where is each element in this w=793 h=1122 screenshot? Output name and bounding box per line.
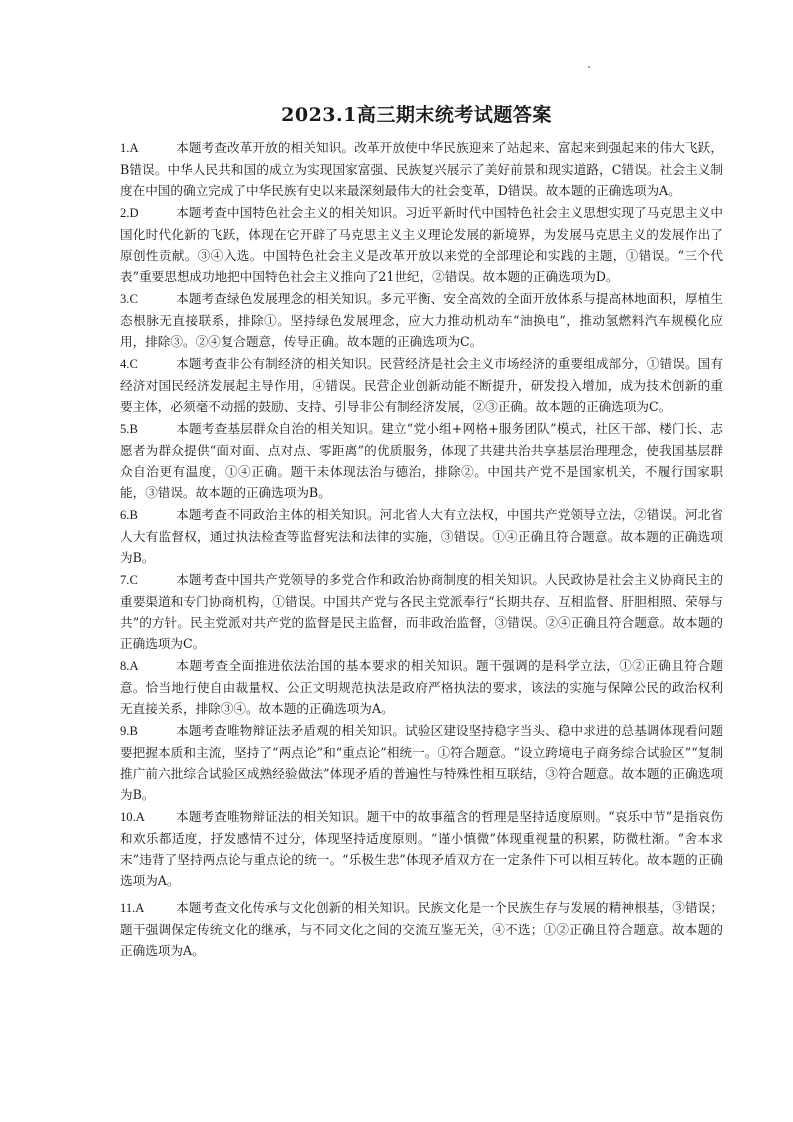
answer-text: 本题考查文化传承与文化创新的相关知识。民族文化是一个民族生存与发展的精神根基，③错误；题干强调保定传统文化的继承，与不同文化之间的交流互鉴无关，④不选；①②正确且符合题意。故本题的正确选项为A。 xyxy=(120,900,723,958)
answer-item-10 xyxy=(120,806,723,891)
answer-number: 9.B xyxy=(120,724,138,738)
answer-text: 本题考查不同政治主体的相关知识。河北省人大有立法权，中国共产党领导立法，②错误。河北省人大有监督权，通过执法检查等监督宪法和法律的实施，③错误。①④正确且符合题意。故本题的正确选项为B。 xyxy=(120,507,723,565)
answer-text: 本题考查中国共产党领导的多党合作和政治协商制度的相关知识。人民政协是社会主义协商民主的重要渠道和专门协商机构，①错误。中国共产党与各民主党派奉行“长期共存、互相监督、肝胆相照、荣辱与共”的方针。民主党派对共产党的监督是民主监督，而非政治监督，③错误。②④正确且符合题意。故本题的正确选项为C。 xyxy=(120,572,723,651)
answer-item-3 xyxy=(120,288,723,352)
stray-mark xyxy=(588,66,590,68)
answer-item-11 xyxy=(120,897,723,961)
answer-item-5 xyxy=(120,418,723,503)
page-title: 2023.1高三期末统考试题答案 xyxy=(281,104,552,126)
answer-number: 8.A xyxy=(120,659,139,673)
answer-number: 11.A xyxy=(120,901,145,915)
answer-text: 本题考查基层群众自治的相关知识。建立“党小组+网格+服务团队”模式，社区干部、楼门长、志愿者为群众提供“面对面、点对点、零距离”的优质服务，体现了共建共治共享基层治理理念，使我国基层群众自治更有温度，①④正确。题干未体现法治与德治，排除②。中国共产党不是国家机关，不履行国家职能，③错误。故本题的正确选项为B。 xyxy=(120,421,723,500)
answer-text: 本题考查中国特色社会主义的相关知识。习近平新时代中国特色社会主义思想实现了马克思主义中国化时代化新的飞跃，体现在它开辟了马克思主义主义理论发展的新境界，为发展马克思主义的发展作出了原创性贡献。③④入选。中国特色社会主义是改革开放以来党的全部理论和实践的主题，①错误。“三个代表”重要思想成功地把中国特色社会主义推向了21世纪，②错误。故本题的正确选项为D。 xyxy=(120,205,723,284)
answer-number: 2.D xyxy=(120,206,139,220)
answer-text: 本题考查唯物辩证法的相关知识。题干中的故事蕴含的哲理是坚持适度原则。“哀乐中节”是指哀伤和欢乐都适度，抒发感情不过分，体现坚持适度原则。“谨小慎微”体现重视量的积累，防微杜渐。“舍本求末”违背了坚持两点论与重点论的统一。“乐极生悲”体现矛盾双方在一定条件下可以相互转化。故本题的正确选项为A。 xyxy=(120,809,723,888)
answer-number: 10.A xyxy=(120,810,145,824)
answer-item-9 xyxy=(120,720,723,805)
answer-number: 4.C xyxy=(120,357,138,371)
answer-text: 本题考查唯物辩证法矛盾观的相关知识。试验区建设坚持稳字当头、稳中求进的总基调体现看问题要把握本质和主流，坚持了“两点论”和“重点论”相统一。①符合题意。“设立跨境电子商务综合试验区”“复制推广前六批综合试验区成熟经验做法”体现矛盾的普遍性与特殊性相互联结，③符合题意。故本题的正确选项为B。 xyxy=(120,723,723,802)
answer-item-8 xyxy=(120,655,723,719)
answer-number: 6.B xyxy=(120,508,138,522)
answer-item-2 xyxy=(120,202,723,287)
answer-text: 本题考查非公有制经济的相关知识。民营经济是社会主义市场经济的重要组成部分，①错误。国有经济对国民经济发展起主导作用，④错误。民营企业创新动能不断提升，研发投入增加，成为技术创新的重要主体，必须毫不动摇的鼓励、支持、引导非公有制经济发展，②③正确。故本题的正确选项为C。 xyxy=(120,356,723,414)
answer-text: 本题考查绿色发展理念的相关知识。多元平衡、安全高效的全面开放体系与提高林地面积，厚植生态根脉无直接联系，排除①。坚持绿色发展理念，应大力推动机动车“油换电”，推动氢燃料汽车规模化应用，排除③。②④复合题意，传导正确。故本题的正确选项为C。 xyxy=(120,291,723,349)
answer-item-6 xyxy=(120,504,723,568)
answer-number: 3.C xyxy=(120,292,138,306)
answer-text: 本题考查改革开放的相关知识。改革开放使中华民族迎来了站起来、富起来到强起来的伟大飞跃，B错误。中华人民共和国的成立为实现国家富强、民族复兴展示了美好前景和现实道路，C错误。社会主义制度在中国的确立完成了中华民族有史以来最深刻最伟大的社会变革，D错误。故本题的正确选项为A。 xyxy=(120,140,723,198)
answer-number: 7.C xyxy=(120,573,138,587)
answer-number: 1.A xyxy=(120,141,139,155)
answer-item-7 xyxy=(120,569,723,654)
answer-item-1 xyxy=(120,137,723,201)
answer-item-4 xyxy=(120,353,723,417)
answer-text: 本题考查全面推进依法治国的基本要求的相关知识。题干强调的是科学立法，①②正确且符合题意。恰当地行使自由裁量权、公正文明规范执法是政府严格执法的要求，该法的实施与保障公民的政治权利无直接关系，排除③④。故本题的正确选项为A。 xyxy=(120,658,723,716)
answer-number: 5.B xyxy=(120,422,138,436)
